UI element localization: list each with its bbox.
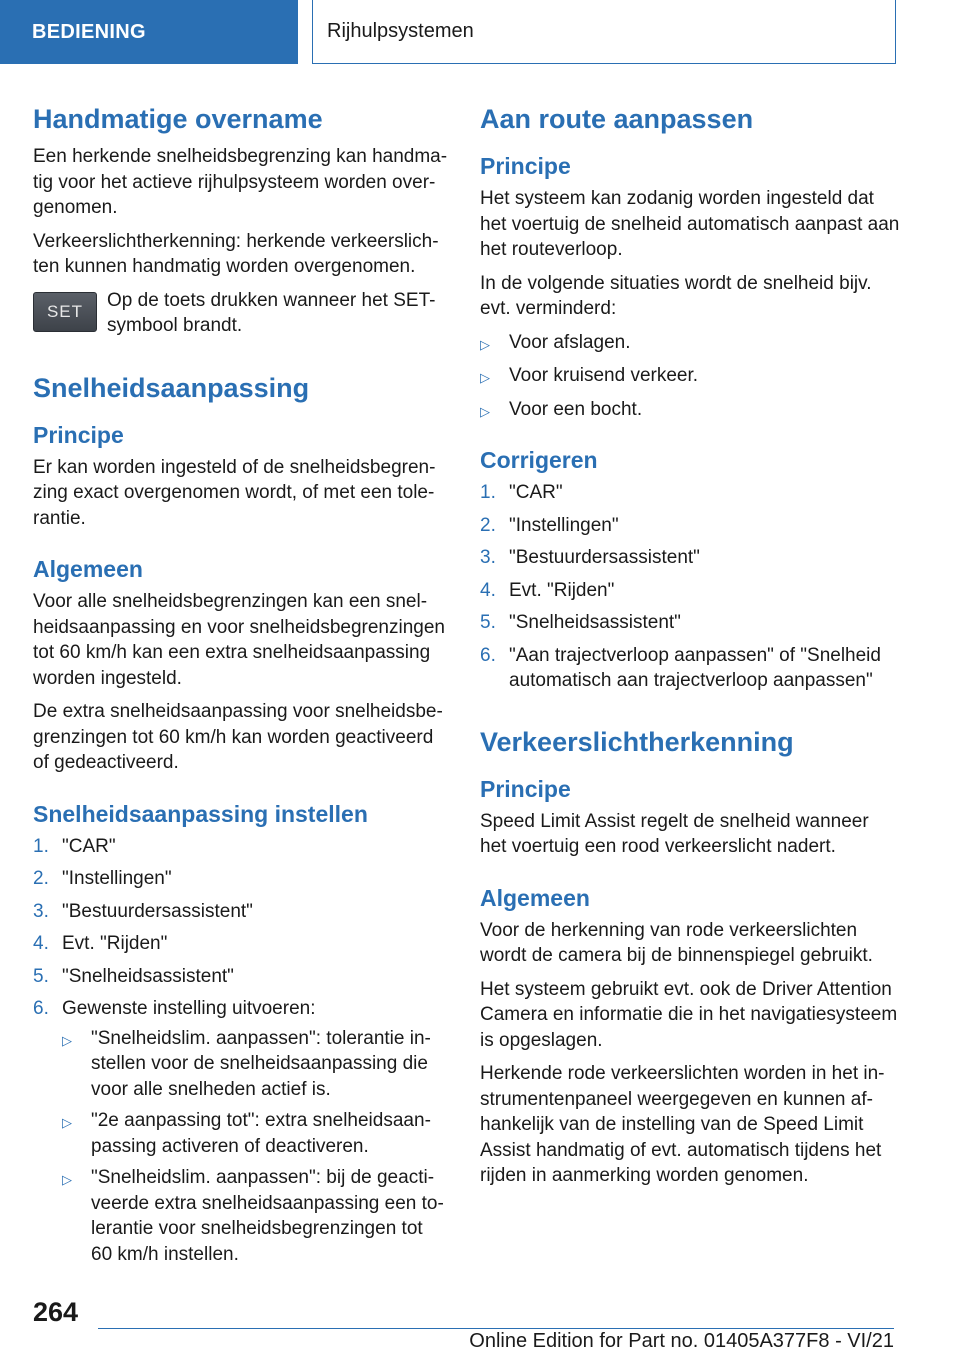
paragraph: Op de toets drukken wanneer het SET-symbool brandt. [107, 289, 436, 336]
bullet-text: Voor een bocht. [509, 398, 643, 420]
subheading-correct: Corrigeren [480, 447, 598, 473]
paragraph: Een herkende snelheidsbegrenzing kan handmatig voor het actieve rijhulpsysteem worden overgenomen. [33, 146, 448, 218]
step-text: "Snelheidsassistent" [509, 612, 681, 633]
step-number: 5. [480, 612, 496, 633]
step-text: "CAR" [509, 482, 563, 503]
step-number: 2. [480, 514, 496, 536]
list-item [480, 513, 900, 539]
option-text: "Snelheidslim. aanpassen": tolerantie instellen voor de snelheidsaanpassing die voor alle snelheden actief is. [91, 1027, 431, 1100]
step-number: 5. [33, 965, 49, 987]
option-text: "2e aanpassing tot": extra snelheidsaanpassing activeren of deactiveren. [91, 1110, 431, 1157]
list-item [33, 834, 449, 860]
right-column [480, 100, 900, 1197]
list-item [33, 931, 449, 957]
subheading-adjust-settings: Snelheidsaanpassing instellen [33, 800, 368, 827]
set-button-icon: SET [33, 292, 97, 332]
step-text: Evt. "Rijden" [509, 579, 615, 601]
step-number: 6. [33, 998, 49, 1019]
triangle-bullet-icon: ▷ [62, 1032, 72, 1048]
triangle-bullet-icon: ▷ [480, 370, 490, 385]
paragraph: Verkeerslichtherkenning: herkende verkeerslichten kunnen handmatig worden overgenomen. [33, 230, 439, 277]
list-item [480, 397, 900, 425]
list-item [480, 545, 900, 571]
heading-adapt-to-route: Aan route aanpassen [480, 104, 754, 134]
list-item [33, 866, 449, 892]
step-number: 4. [33, 933, 49, 954]
step-text: Gewenste instelling uitvoeren: [62, 998, 316, 1019]
edition-note: Online Edition for Part no. 01405A377F8 - VI/21 [469, 1330, 894, 1352]
subheading-principle: Principe [480, 775, 571, 802]
list-item [480, 643, 900, 694]
list-item [62, 1026, 449, 1103]
chapter-tab: BEDIENING [0, 0, 298, 64]
step-number: 1. [480, 482, 496, 503]
footer-divider [98, 1328, 894, 1329]
list-item [33, 964, 449, 990]
step-text: "Aan trajectverloop aanpassen" of "Snelheid automatisch aan trajectverloop aanpassen" [509, 644, 881, 691]
step-number: 3. [33, 900, 49, 922]
heading-manual-takeover: Handmatige overname [33, 104, 323, 134]
step-text: Evt. "Rijden" [62, 933, 168, 954]
steps-list [33, 834, 449, 1274]
step-text: "Bestuurdersassistent" [62, 900, 253, 922]
list-item [33, 996, 449, 1273]
list-item [480, 578, 900, 604]
list-item [62, 1165, 449, 1267]
heading-traffic-light-recognition: Verkeerslichtherkenning [480, 726, 794, 757]
left-column [33, 100, 449, 1280]
list-item [33, 899, 449, 925]
paragraph: Herkende rode verkeerslichten worden in het instrumentenpaneel weergegeven en kunnen afhankelijk van de instelling van de Speed Limit Assist handmatig of evt. automatisch tijdens het rijden in aanmerking worden genomen. [480, 1063, 885, 1186]
steps-list [480, 480, 900, 694]
option-text: "Snelheidslim. aanpassen": bij de geactiveerde extra snelheidsaanpassing een tolerantie voor snelheidsbegrenzingen tot 60 km/h instellen. [91, 1167, 444, 1265]
step-text: "Instellingen" [62, 868, 172, 889]
list-item [62, 1108, 449, 1159]
step-text: "CAR" [62, 835, 116, 857]
subheading-general: Algemeen [33, 556, 143, 582]
step-number: 3. [480, 547, 496, 568]
paragraph: De extra snelheidsaanpassing voor snelheidsbegrenzingen tot 60 km/h kan worden geactiveerd of gedeactiveerd. [33, 701, 443, 773]
step-text: "Bestuurdersassistent" [509, 547, 700, 568]
section-title: Rijhulpsystemen [312, 0, 896, 64]
set-button-instruction [33, 288, 449, 339]
triangle-bullet-icon: ▷ [62, 1172, 72, 1187]
subheading-principle: Principe [480, 153, 571, 179]
list-item [480, 363, 900, 391]
step-number: 2. [33, 868, 49, 889]
paragraph: Er kan worden ingesteld of de snelheidsbegrenzing exact overgenomen wordt, of met een tolerantie. [33, 456, 436, 529]
list-item [480, 480, 900, 506]
triangle-bullet-icon: ▷ [480, 336, 490, 352]
subheading-general: Algemeen [480, 884, 590, 911]
step-text: "Instellingen" [509, 514, 619, 536]
paragraph: Het systeem kan zodanig worden ingesteld dat het voertuig de snelheid automatisch aanpast aan het routeverloop. [480, 188, 900, 260]
bullet-text: Voor afslagen. [509, 331, 631, 353]
list-item [480, 330, 900, 358]
paragraph: Speed Limit Assist regelt de snelheid wanneer het voertuig een rood verkeerslicht nadert. [480, 810, 869, 857]
situations-list [480, 330, 900, 425]
paragraph: Voor alle snelheidsbegrenzingen kan een snelheidsaanpassing en voor snelheidsbegrenzingen tot 60 km/h kan een extra snelheidsaanpassing worden ingesteld. [33, 591, 445, 689]
step-text: "Snelheidsassistent" [62, 965, 234, 987]
step-number: 1. [33, 835, 49, 857]
paragraph: Voor de herkenning van rode verkeerslichten wordt de camera bij de binnenspiegel gebruikt. [480, 919, 873, 966]
paragraph: Het systeem gebruikt evt. ook de Driver Attention Camera en informatie die in het navigatiesysteem is opgeslagen. [480, 978, 898, 1051]
bullet-text: Voor kruisend verkeer. [509, 365, 699, 386]
paragraph: In de volgende situaties wordt de snelheid bijv. evt. verminderd: [480, 272, 872, 319]
step-number: 6. [480, 644, 496, 666]
step-number: 4. [480, 579, 496, 601]
triangle-bullet-icon: ▷ [62, 1115, 72, 1130]
sub-options-list [62, 1026, 449, 1274]
list-item [480, 610, 900, 636]
page-number: 264 [33, 1297, 79, 1327]
subheading-principle: Principe [33, 421, 124, 448]
triangle-bullet-icon: ▷ [480, 403, 490, 419]
heading-speed-adjustment: Snelheidsaanpassing [33, 372, 310, 403]
